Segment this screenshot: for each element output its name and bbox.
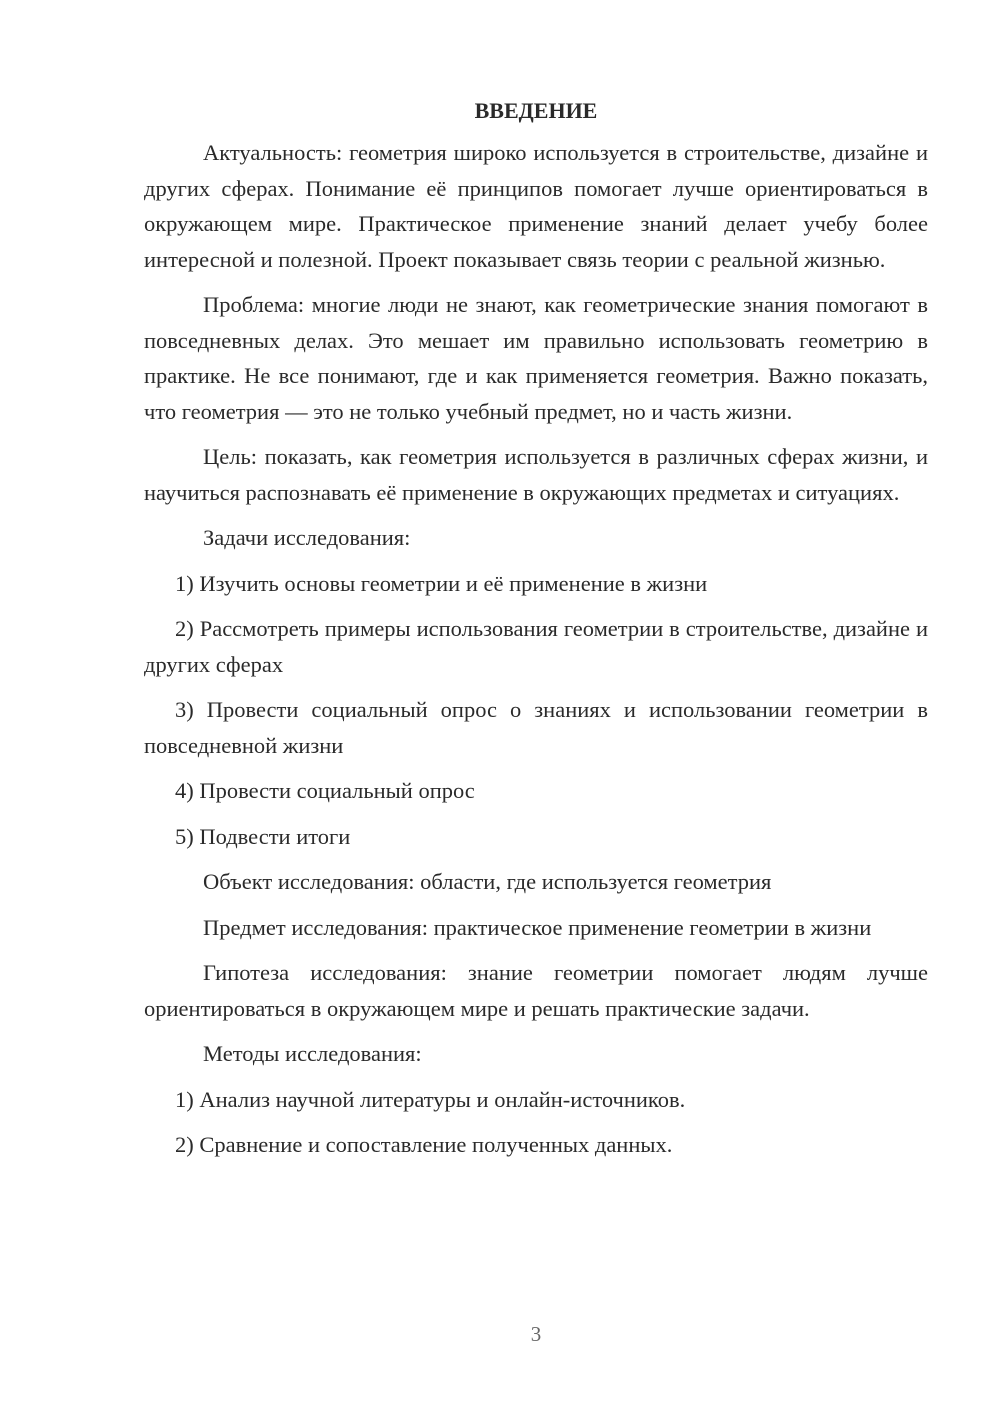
method-item: 2) Сравнение и сопоставление полученных данных.	[175, 1132, 673, 1157]
method-item: 1) Анализ научной литературы и онлайн-источников.	[175, 1086, 686, 1112]
task-item: 2) Рассмотреть примеры использования геометрии в строительстве, дизайне и других сферах	[144, 616, 928, 677]
page-number: 3	[530, 1322, 542, 1346]
task-item: 5) Подвести итоги	[175, 823, 351, 849]
subject-paragraph: Предмет исследования: практическое применение геометрии в жизни	[203, 914, 872, 940]
tasks-heading: Задачи исследования:	[203, 525, 411, 550]
object-paragraph: Объект исследования: области, где используется геометрия	[203, 869, 772, 894]
task-item: 3) Провести социальный опрос о знаниях и использовании геометрии в повседневной жизни	[144, 697, 928, 758]
section-title: ВВЕДЕНИЕ	[474, 98, 598, 123]
page-content	[144, 96, 928, 1173]
goal-paragraph: Цель: показать, как геометрия используется в различных сферах жизни, и научиться распознавать её применение в окружающих предметах и ситуациях.	[144, 444, 928, 505]
problem-paragraph: Проблема: многие люди не знают, как геометрические знания помогают в повседневных делах. Это мешает им правильно использовать геометрию в практике. Не все понимают, где и как применяется геометрия. Важно показать, что геометрия — это не только учебный предмет, но и часть жизни.	[144, 292, 928, 424]
hypothesis-paragraph: Гипотеза исследования: знание геометрии помогает людям лучше ориентироваться в окружающем мире и решать практические задачи.	[144, 960, 928, 1021]
task-item: 4) Провести социальный опрос	[175, 778, 475, 803]
relevance-paragraph: Актуальность: геометрия широко используется в строительстве, дизайне и других сферах. Понимание её принципов помогает лучше ориентироваться в окружающем мире. Практическое применение знаний делает учебу более интересной и полезной. Проект показывает связь теории с реальной жизнью.	[144, 140, 928, 272]
methods-heading: Методы исследования:	[203, 1041, 422, 1066]
task-item: 1) Изучить основы геометрии и её применение в жизни	[175, 570, 708, 596]
